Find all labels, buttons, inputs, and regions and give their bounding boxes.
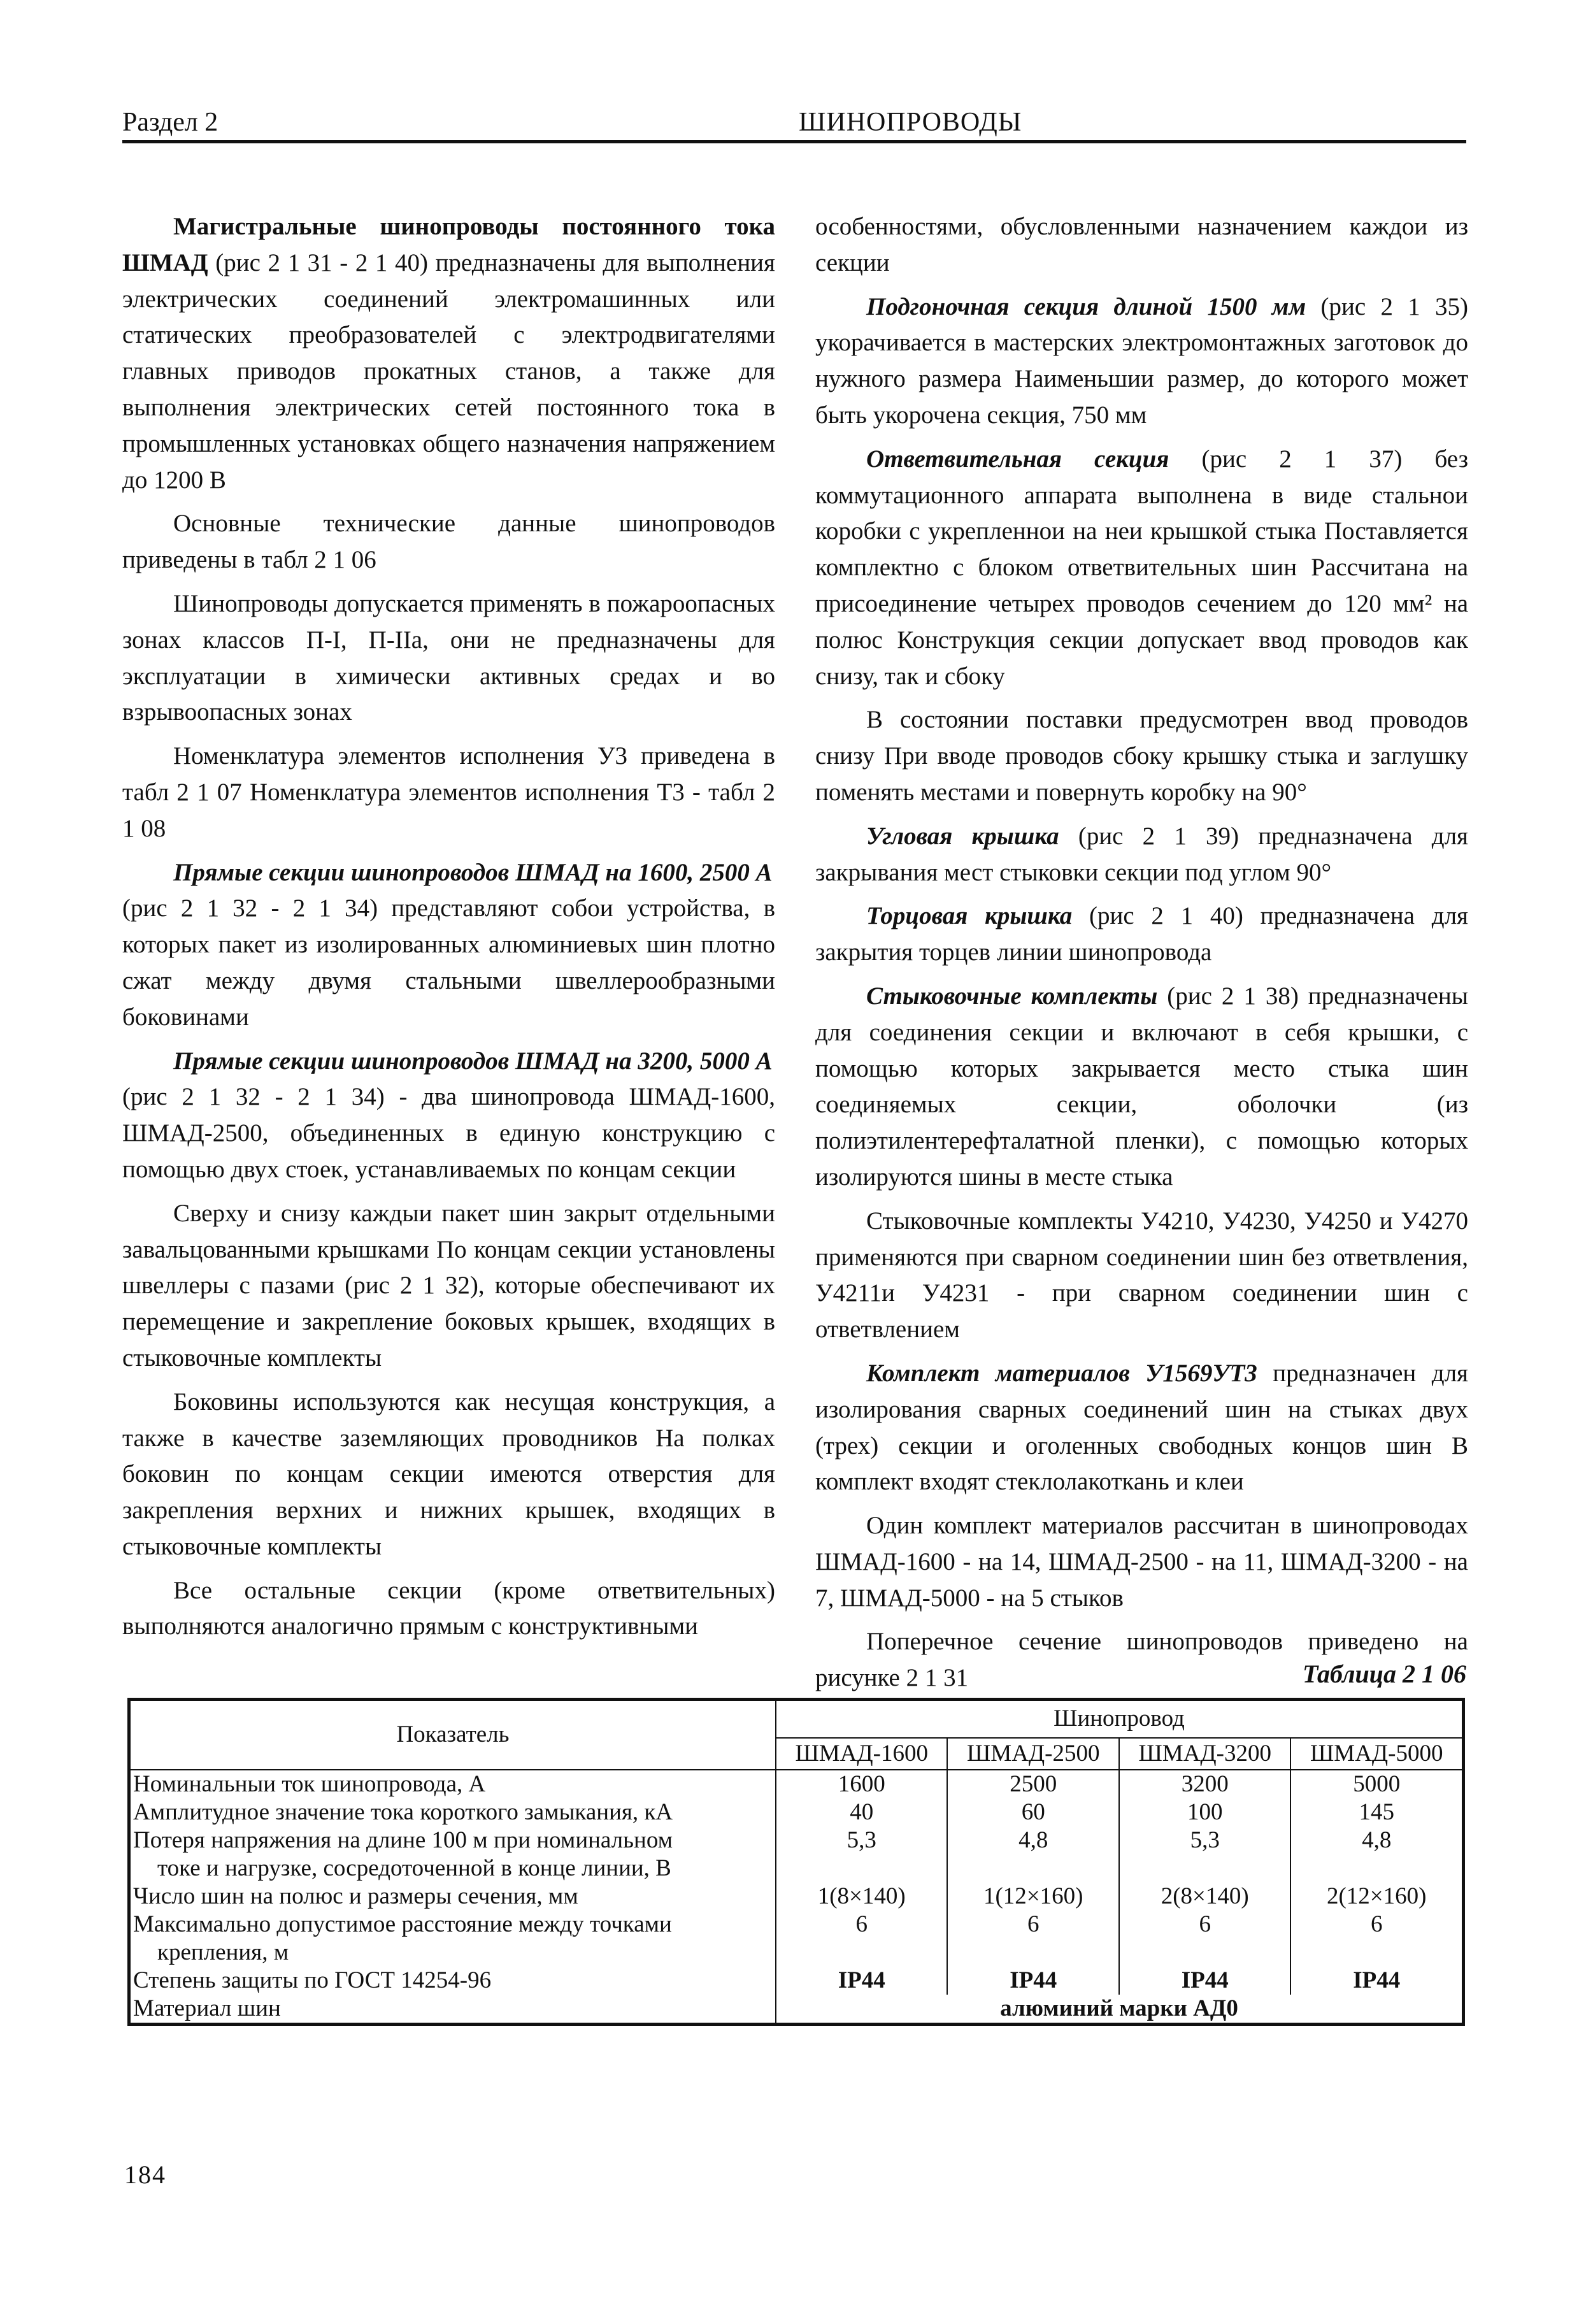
paragraph: Поперечное сечение шинопроводов приведено на рисунке 2 1 31	[815, 1628, 1468, 1692]
left-column	[122, 209, 775, 1653]
paragraph-text: (рис 2 1 37) без коммутационного аппарата выполнена в виде стальнои коробки с укрепленнои на неи крышкой стыка Поставляется комплектно с блоком ответвительных шин Рассчитана на присоединение четырех проводов сечением до 120 мм² на полюс Конструкция секции допускает ввод проводов как снизу, так и сбоку	[815, 445, 1468, 690]
table-cell: 4,8	[1290, 1826, 1463, 1883]
row-label: Номинальныи ток шинопровода, А	[129, 1770, 776, 1798]
paragraph	[815, 289, 1468, 434]
paragraph-lead: Угловая крышка	[866, 822, 1059, 850]
paragraph: особенностями, обусловленными назначением каждои из секции	[815, 213, 1468, 276]
row-label-line: Максимально допустимое расстояние между точками	[133, 1911, 672, 1937]
section-label: Раздел 2	[122, 108, 218, 137]
paragraph-text: (рис 2 1 31 - 2 1 40) предназначены для выполнения электрических соединений электромашинных или статических преобразователей с электродвигателями главных приводов прокатных станов, а также для выполнения электрических сетей постоянного тока в промышленных установках общего назначения напряжением до 1200 В	[122, 248, 775, 494]
table-cell: 5,3	[776, 1826, 948, 1883]
paragraph: Боковины используются как несущая конструкция, а также в качестве заземляющих проводников На полках боковин по концам секции имеются отверстия для закрепления верхних и нижних крышек, входящих в стыковочные комплекты	[122, 1388, 775, 1560]
page-header	[122, 102, 1466, 143]
paragraph-text: (рис 2 1 32 - 2 1 34) - два шинопровода ШМАД-1600, ШМАД-2500, объединенных в единую конструкцию с помощью двух стоек, устанавливаемых по концам секции	[122, 1083, 775, 1183]
paragraph	[122, 1044, 775, 1188]
table-row	[129, 1770, 1464, 1798]
column-group-header: Шинопровод	[776, 1700, 1464, 1738]
paragraph: Номенклатура элементов исполнения У3 приведена в табл 2 1 07 Номенклатура элементов исполнения Т3 - табл 2 1 08	[122, 742, 775, 842]
table-cell: IP44	[1290, 1967, 1463, 1995]
table-cell: 60	[947, 1798, 1119, 1826]
table-cell: 145	[1290, 1798, 1463, 1826]
paragraph	[815, 979, 1468, 1196]
table-cell: 40	[776, 1798, 948, 1826]
paragraph: Все остальные секции (кроме ответвительных) выполняются аналогично прямым с конструктивными	[122, 1576, 775, 1640]
table-cell: 2500	[947, 1770, 1119, 1798]
paragraph	[815, 898, 1468, 971]
table-cell: 100	[1119, 1798, 1291, 1826]
row-label-line: токе и нагрузке, сосредоточенной в конце линии, В	[157, 1854, 671, 1881]
row-label-line: крепления, м	[157, 1939, 289, 1965]
table-cell: 2(12×160)	[1290, 1883, 1463, 1911]
table-cell: 1(8×140)	[776, 1883, 948, 1911]
column-header-parameter: Показатель	[129, 1700, 776, 1770]
table-cell: 6	[1119, 1911, 1291, 1967]
paragraph-lead: Подгоночная секция длиной 1500 мм	[866, 292, 1306, 320]
table-cell: 5000	[1290, 1770, 1463, 1798]
paragraph-lead: ШМАД	[122, 248, 208, 276]
table-cell: 5,3	[1119, 1826, 1291, 1883]
table-cell: 1600	[776, 1770, 948, 1798]
row-label	[129, 1911, 776, 1967]
paragraph-text: (рис 2 1 39) предназначена для закрывания мест стыковки секции под углом 90°	[815, 822, 1468, 886]
column-header: ШМАД-3200	[1119, 1738, 1291, 1770]
right-column	[815, 209, 1468, 1704]
paragraph: Шинопроводы допускается применять в пожароопасных зонах классов П-I, П-IIа, они не предназначены для эксплуатации в химически активных средах и во взрывоопасных зонах	[122, 589, 775, 726]
table-cell: IP44	[947, 1967, 1119, 1995]
table-cell: 6	[947, 1911, 1119, 1967]
paragraph-lead: Прямые секции шинопроводов ШМАД на 1600, 2500 А	[173, 858, 773, 886]
column-header: ШМАД-5000	[1290, 1738, 1463, 1770]
paragraph: Основные технические данные шинопроводов приведены в табл 2 1 06	[122, 510, 775, 574]
table-caption: Таблица 2 1 06	[1303, 1660, 1466, 1688]
table-row	[129, 1826, 1464, 1883]
table-row	[129, 1798, 1464, 1826]
table-cell: IP44	[1119, 1967, 1291, 1995]
table-cell: 6	[776, 1911, 948, 1967]
paragraph-lead: Магистральные шинопроводы постоянного тока	[173, 213, 775, 240]
paragraph	[815, 1356, 1468, 1500]
paragraph	[815, 819, 1468, 891]
paragraph: Сверху и снизу каждыи пакет шин закрыт отдельными завальцованными крышками По концам секции установлены швеллеры с пазами (рис 2 1 32), которые обеспечивают их перемещение и закрепление боковых крышек, входящих в стыковочные комплекты	[122, 1199, 775, 1372]
paragraph-text: (рис 2 1 35) укорачивается в мастерских электромонтажных заготовок до нужного размера Наименьшии размер, до которого может быть укорочена секция, 750 мм	[815, 292, 1468, 429]
table-cell: IP44	[776, 1967, 948, 1995]
specifications-table	[127, 1698, 1465, 2026]
paragraph-lead: Комплект материалов У1569УТ3	[866, 1359, 1257, 1387]
paragraph-lead: Прямые секции шинопроводов ШМАД на 3200, 5000 А	[173, 1047, 773, 1075]
paragraph-lead: Стыковочные комплекты	[866, 982, 1158, 1010]
paragraph	[815, 441, 1468, 695]
table-row	[129, 1995, 1464, 2025]
running-title: ШИНОПРОВОДЫ	[799, 108, 1022, 137]
header-rule	[122, 140, 1466, 143]
row-label: Материал шин	[129, 1995, 776, 2025]
paragraph-text: (рис 2 1 40) предназначена для закрытия торцев линии шинопровода	[815, 902, 1468, 966]
paragraph	[122, 855, 775, 1036]
table-cell: 2(8×140)	[1119, 1883, 1291, 1911]
table-cell: 1(12×160)	[947, 1883, 1119, 1911]
paragraph-lead: Торцовая крышка	[866, 902, 1073, 930]
table-cell: 6	[1290, 1911, 1463, 1967]
paragraph: Один комплект материалов рассчитан в шинопроводах ШМАД-1600 - на 14, ШМАД-2500 - на 11, ШМАД-3200 - на 7, ШМАД-5000 - на 5 стыков	[815, 1512, 1468, 1612]
table-row	[129, 1911, 1464, 1967]
paragraph-text: (рис 2 1 38) предназначены для соединения секции и включают в себя крышки, с помощью которых закрывается место стыка шин соединяемых секции, оболочки (из полиэтилентерефталатной пленки), с помощью которых изолируются шины в месте стыка	[815, 982, 1468, 1191]
row-label: Амплитудное значение тока короткого замыкания, кА	[129, 1798, 776, 1826]
paragraph: В состоянии поставки предусмотрен ввод проводов снизу При вводе проводов сбоку крышку стыка и заглушку поменять местами и повернуть коробку на 90°	[815, 706, 1468, 806]
row-label-line: Потеря напряжения на длине 100 м при номинальном	[133, 1826, 673, 1853]
row-label: Степень защиты по ГОСТ 14254-96	[129, 1967, 776, 1995]
column-header: ШМАД-1600	[776, 1738, 948, 1770]
table-cell-merged: алюминий марки АД0	[776, 1995, 1464, 2025]
paragraph-text: предназначен для изолирования сварных соединений шин на стыках двух (трех) секции и оголенных свободных концов шин В комплект входят стеклолакоткань и клеи	[815, 1359, 1468, 1496]
paragraph-text: (рис 2 1 32 - 2 1 34) представляют собои устройства, в которых пакет из изолированных алюминиевых шин плотно сжат между двумя стальными швеллерообразными боковинами	[122, 894, 775, 1031]
table-row	[129, 1967, 1464, 1995]
table-cell: 3200	[1119, 1770, 1291, 1798]
table-cell: 4,8	[947, 1826, 1119, 1883]
row-label	[129, 1826, 776, 1883]
paragraph: Стыковочные комплекты У4210, У4230, У4250 и У4270 применяются при сварном соединении шин без ответвления, У4211и У4231 - при сварном соединении шин с ответвлением	[815, 1207, 1468, 1344]
paragraph-lead: Ответвительная секция	[866, 445, 1169, 473]
column-header: ШМАД-2500	[947, 1738, 1119, 1770]
page-number: 184	[124, 2160, 166, 2189]
paragraph	[122, 209, 775, 498]
table-row	[129, 1883, 1464, 1911]
row-label: Число шин на полюс и размеры сечения, мм	[129, 1883, 776, 1911]
